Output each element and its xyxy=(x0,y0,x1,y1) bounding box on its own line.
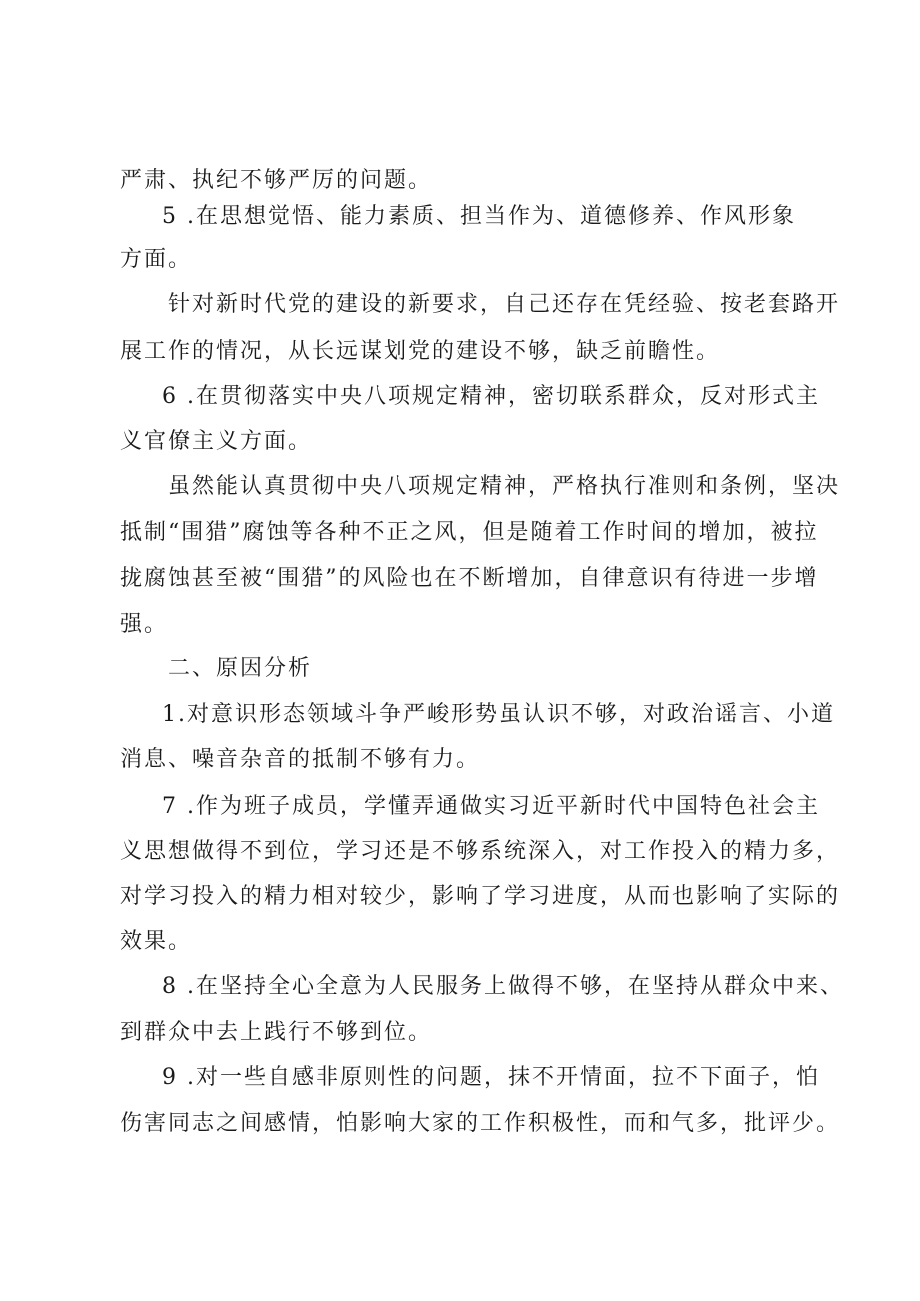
text-line: 义思想做得不到位，学习还是不够系统深入，对工作投入的精力多， xyxy=(120,839,841,864)
text-line: 抵制“围猎”腐蚀等各种不正之风，但是随着工作时间的增加，被拉 xyxy=(120,520,819,545)
section-heading: 二、原因分析 xyxy=(168,656,313,681)
text-line: 6 .在贯彻落实中央八项规定精神，密切联系群众，反对形式主 xyxy=(162,384,820,409)
text-line: 1.对意识形态领域斗争严峻形势虽认识不够，对政治谣言、小道 xyxy=(162,702,835,727)
text-line: 7 .作为班子成员，学懂弄通做实习近平新时代中国特色社会主 xyxy=(162,794,820,819)
text-line: 方面。 xyxy=(120,247,193,272)
text-line: 针对新时代党的建设的新要求，自己还存在凭经验、按老套路开 xyxy=(168,292,841,317)
text-line: 消息、噪音杂音的抵制不够有力。 xyxy=(120,747,481,772)
text-line: 效果。 xyxy=(120,929,193,954)
text-line: 到群众中去上践行不够到位。 xyxy=(120,1020,433,1045)
text-line: 5 .在思想觉悟、能力素质、担当作为、道德修养、作风形象 xyxy=(162,204,796,229)
text-line: 强。 xyxy=(120,612,169,637)
text-line: 伤害同志之间感情，怕影响大家的工作积极性，而和气多，批评少。 xyxy=(120,1111,841,1136)
text-line: 9 .对一些自感非原则性的问题，抹不开情面，拉不下面子，怕 xyxy=(162,1065,820,1090)
text-line: 义官僚主义方面。 xyxy=(120,429,313,454)
text-line: 拢腐蚀甚至被“围猎”的风险也在不断增加，自律意识有待进一步增 xyxy=(120,566,819,591)
text-line: 对学习投入的精力相对较少，影响了学习进度，从而也影响了实际的 xyxy=(120,884,841,909)
text-line: 严肃、执纪不够严厉的问题。 xyxy=(120,168,433,193)
text-line: 展工作的情况，从长远谋划党的建设不够，缺乏前瞻性。 xyxy=(120,339,721,364)
text-line: 8 .在坚持全心全意为人民服务上做得不够，在坚持从群众中来、 xyxy=(162,974,844,999)
text-line: 虽然能认真贯彻中央八项规定精神，严格执行准则和条例，坚决 xyxy=(168,474,841,499)
